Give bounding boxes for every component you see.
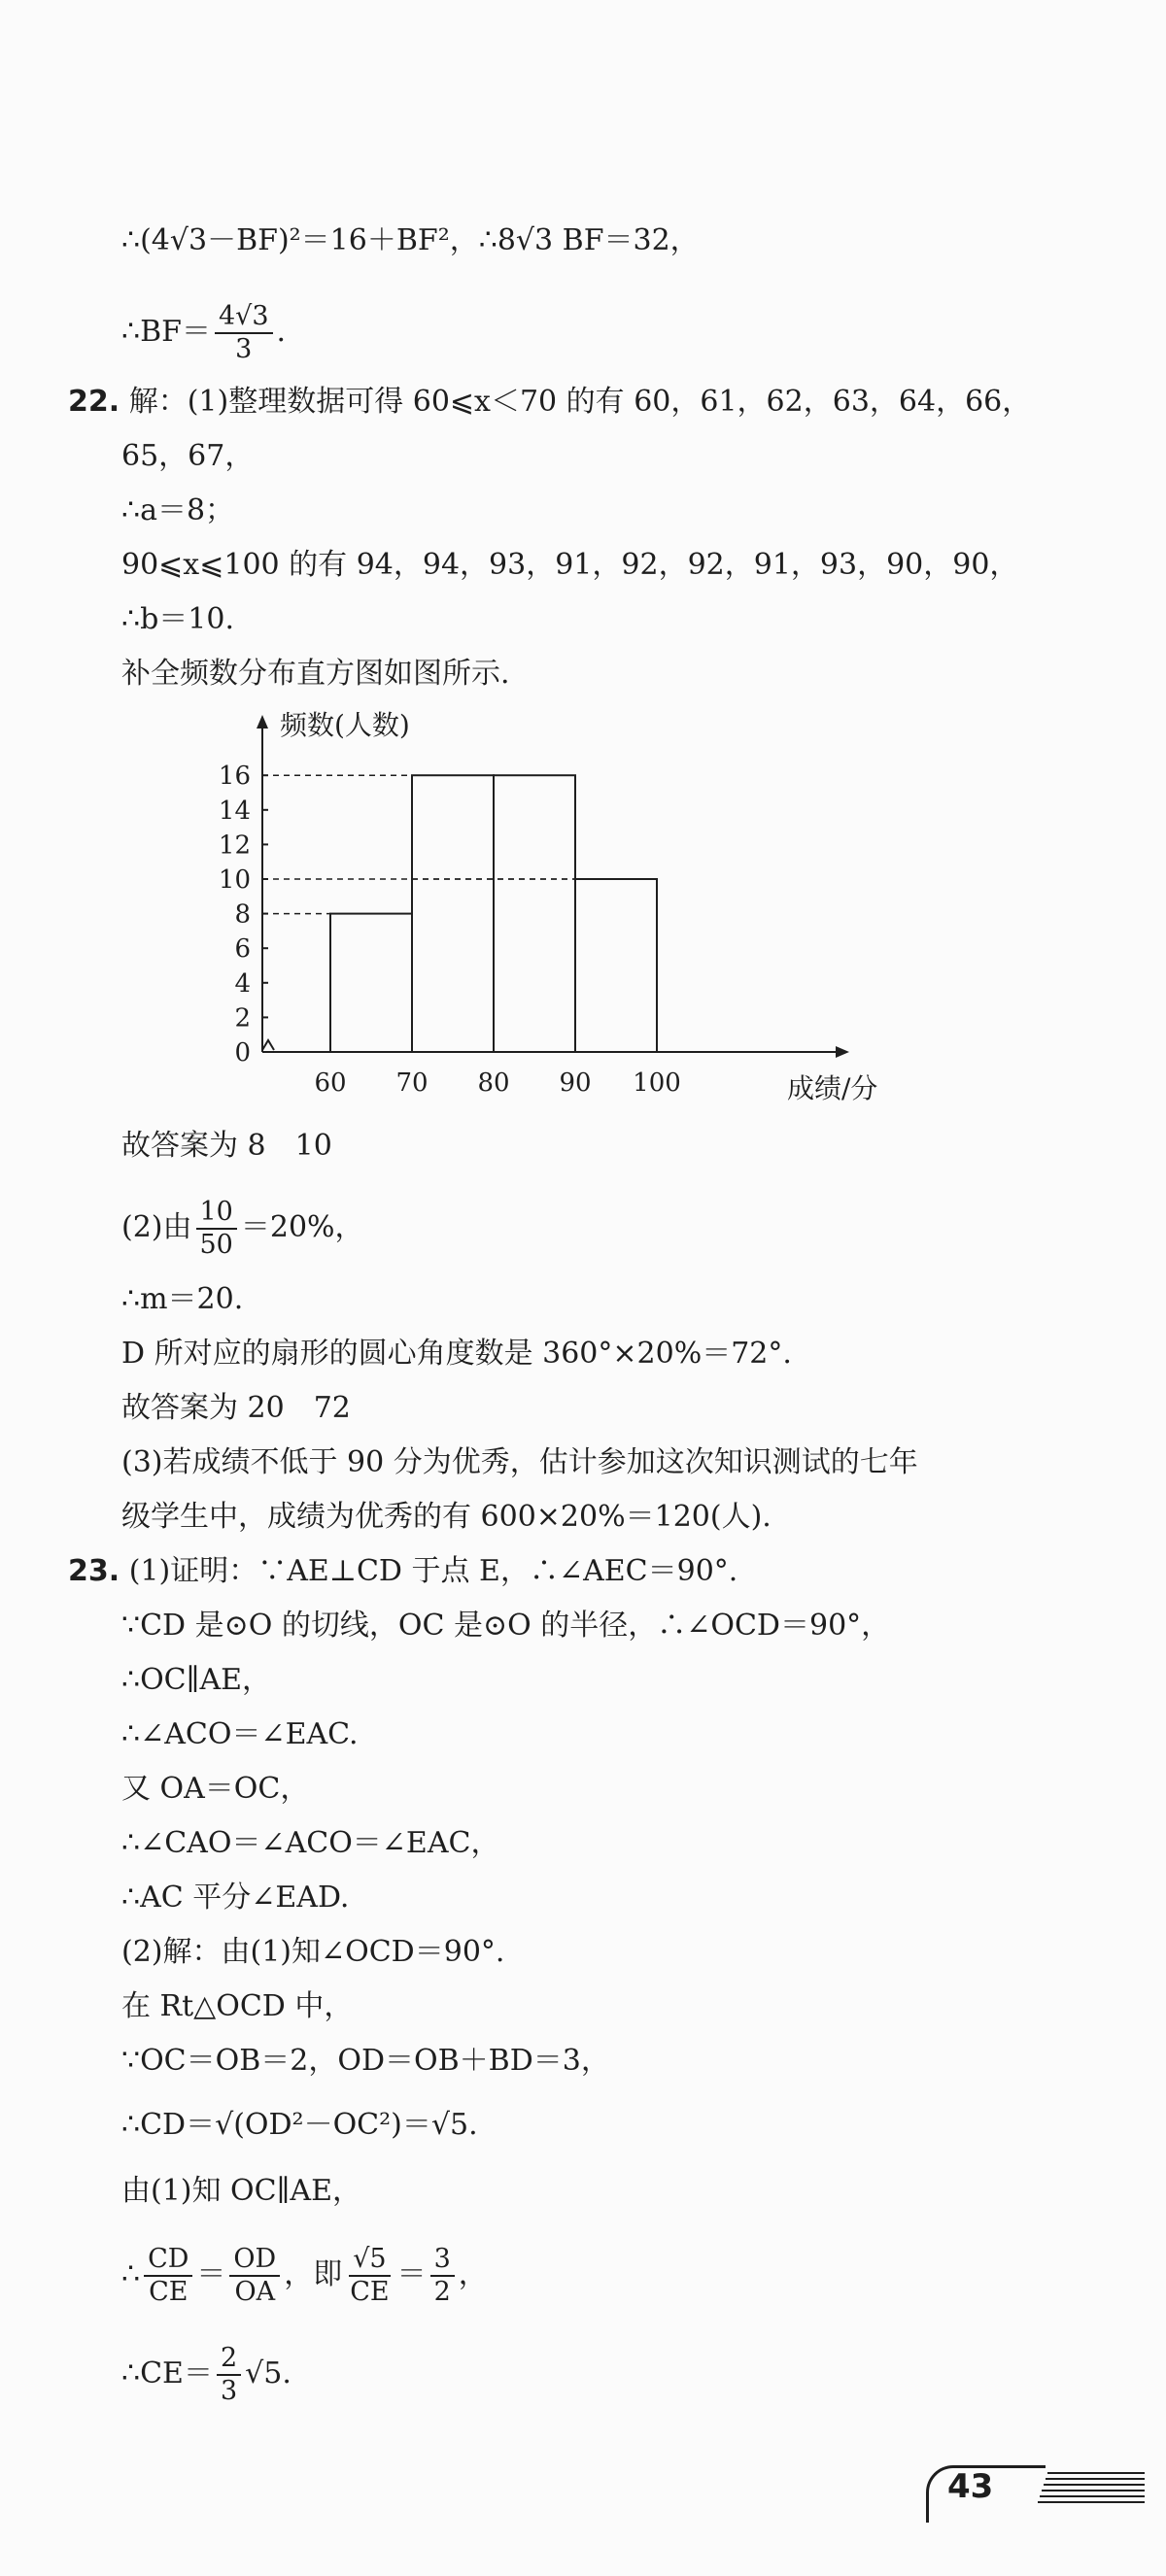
numerator: 3 xyxy=(430,2244,455,2277)
text: ＝20%， xyxy=(240,1210,364,1244)
axis-break-mark xyxy=(262,1040,274,1050)
numerator: 10 xyxy=(196,1197,237,1230)
question-23-line xyxy=(68,1552,737,1591)
page-number: 43 xyxy=(947,2467,994,2506)
text-line: ∵OC＝OB＝2，OD＝OB＋BD＝3， xyxy=(121,2044,610,2078)
denominator: 3 xyxy=(235,334,253,364)
x-axis-label: 成绩/分 xyxy=(787,1072,878,1104)
denominator: OA xyxy=(234,2277,276,2307)
text-line: 65，67， xyxy=(121,439,255,473)
text-line: 由(1)知 OC∥AE， xyxy=(121,2174,362,2208)
text-line-fraction xyxy=(121,1197,364,1261)
text-line: 90⩽x⩽100 的有 94，94，93，91，92，92，91，93，90，90， xyxy=(121,548,1019,582)
y-tick-label: 0 xyxy=(234,1038,251,1068)
x-tick-label: 60 xyxy=(314,1068,347,1098)
y-tick-label: 2 xyxy=(234,1003,251,1034)
question-22-line xyxy=(68,383,1031,422)
text-line: ∴b＝10. xyxy=(121,602,235,636)
x-tick-label: 80 xyxy=(477,1068,510,1098)
x-tick-label: 100 xyxy=(633,1068,681,1098)
fraction xyxy=(196,1197,237,1261)
text: ＝ xyxy=(196,2257,226,2291)
decorative-stripes xyxy=(1038,2469,1145,2508)
text-line-fraction xyxy=(121,301,286,365)
numerator: 2 xyxy=(217,2343,241,2376)
text-line: 故答案为 20 72 xyxy=(121,1391,351,1425)
text-line: (3)若成绩不低于 90 分为优秀，估计参加这次知识测试的七年 xyxy=(121,1445,918,1479)
text-line: ∴(4√3－BF)²＝16＋BF²，∴8√3 BF＝32， xyxy=(121,223,700,257)
text: ＝ xyxy=(396,2257,427,2291)
text-line: 补全频数分布直方图如图所示. xyxy=(121,657,510,691)
x-axis-arrow xyxy=(836,1046,849,1058)
denominator: 3 xyxy=(220,2376,238,2406)
histogram-bar xyxy=(575,879,657,1052)
denominator: CE xyxy=(350,2277,390,2307)
text: (2)由 xyxy=(121,1210,192,1244)
question-number: 22. xyxy=(68,385,120,419)
text-line: ∴AC 平分∠EAD. xyxy=(121,1881,350,1915)
question-number: 23. xyxy=(68,1554,120,1588)
text-line: (2)解：由(1)知∠OCD＝90°. xyxy=(121,1935,505,1969)
fraction xyxy=(346,2244,393,2308)
text-line: ∴OC∥AE， xyxy=(121,1663,272,1697)
text: ， xyxy=(458,2257,488,2291)
y-axis-arrow xyxy=(257,715,268,729)
denominator: 50 xyxy=(199,1230,233,1260)
y-tick-label: 12 xyxy=(218,830,251,861)
numerator: √5 xyxy=(349,2244,390,2277)
text: ∴ xyxy=(121,2257,141,2291)
numerator: 4√3 xyxy=(215,301,273,334)
numerator: CD xyxy=(144,2244,192,2277)
text: √5. xyxy=(245,2356,292,2390)
histogram-bar xyxy=(412,775,494,1052)
fraction xyxy=(229,2244,280,2308)
y-tick-label: 10 xyxy=(218,865,251,895)
text-line: ∴a＝8； xyxy=(121,493,235,527)
y-tick-label: 4 xyxy=(234,968,251,999)
text-line: 又 OA＝OC， xyxy=(121,1772,310,1806)
histogram-bar xyxy=(330,914,412,1052)
text: (1)证明：∵AE⊥CD 于点 E，∴∠AEC＝90°. xyxy=(128,1554,738,1588)
text-line: ∵CD 是⊙O 的切线，OC 是⊙O 的半径，∴∠OCD＝90°， xyxy=(121,1609,891,1643)
text-line: 级学生中，成绩为优秀的有 600×20%＝120(人). xyxy=(121,1500,772,1534)
text-line-fractions xyxy=(121,2244,488,2308)
text: ∴BF＝ xyxy=(121,315,211,349)
x-tick-label: 70 xyxy=(395,1068,429,1098)
frequency-histogram xyxy=(185,707,904,1115)
fraction xyxy=(215,301,273,365)
text-line: ∴∠ACO＝∠EAC. xyxy=(121,1717,359,1751)
y-tick-label: 6 xyxy=(234,934,251,965)
text: ，即 xyxy=(284,2257,343,2291)
text: 解：(1)整理数据可得 60⩽x＜70 的有 60，61，62，63，64，66， xyxy=(128,385,1032,419)
fraction xyxy=(217,2343,241,2407)
x-tick-label: 90 xyxy=(559,1068,592,1098)
text-line-fraction xyxy=(121,2343,292,2407)
fraction xyxy=(144,2244,192,2308)
text-line: ∴CD＝√(OD²－OC²)＝√5. xyxy=(121,2108,478,2142)
text: . xyxy=(276,315,287,349)
y-tick-label: 8 xyxy=(234,899,251,930)
denominator: CE xyxy=(149,2277,189,2307)
fraction xyxy=(430,2244,455,2308)
denominator: 2 xyxy=(433,2277,451,2307)
text-line: D 所对应的扇形的圆心角度数是 360°×20%＝72°. xyxy=(121,1337,792,1371)
y-tick-label: 16 xyxy=(218,762,251,792)
y-tick-label: 14 xyxy=(218,796,251,826)
numerator: OD xyxy=(229,2244,280,2277)
text-line: 在 Rt△OCD 中， xyxy=(121,1989,354,2023)
y-axis-label: 频数(人数) xyxy=(280,709,410,741)
text-line: ∴m＝20. xyxy=(121,1282,244,1316)
text-line: 故答案为 8 10 xyxy=(121,1129,332,1163)
text: ∴CE＝ xyxy=(121,2356,213,2390)
histogram-bar xyxy=(494,775,575,1052)
text-line: ∴∠CAO＝∠ACO＝∠EAC， xyxy=(121,1826,500,1860)
